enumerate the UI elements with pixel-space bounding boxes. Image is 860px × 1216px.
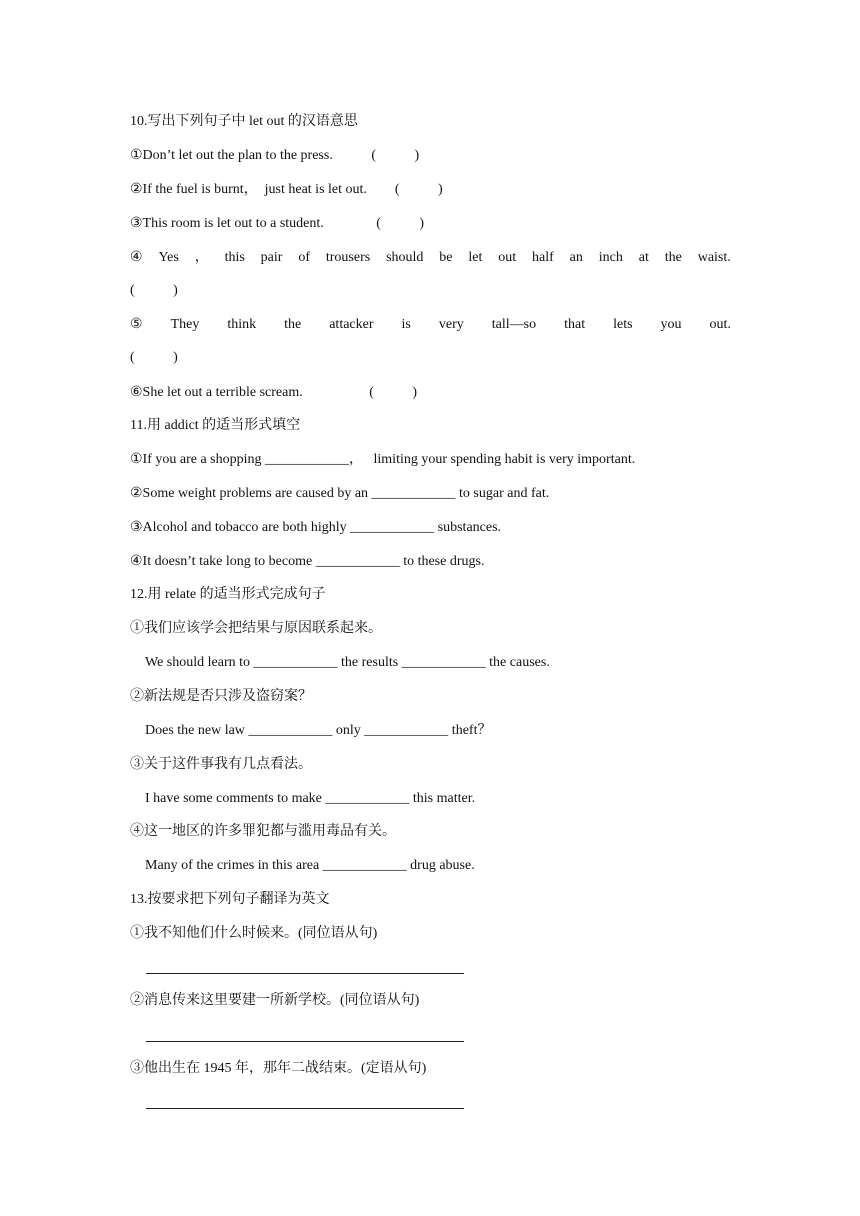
q12-item-1-en: We should learn to ____________ the results ____________ the causes. bbox=[145, 655, 550, 670]
q10-item-4-word: the bbox=[664, 250, 682, 265]
q11-item-1: ①If you are a shopping ____________， limiting your spending habit is very important. bbox=[130, 452, 636, 467]
q10-item-4-word: should bbox=[386, 250, 424, 265]
q12-item-1-cn: ①我们应该学会把结果与原因联系起来。 bbox=[130, 621, 382, 636]
q10-item-4-paren: ( ) bbox=[130, 283, 178, 298]
q12-item-3-cn: ③关于这件事我有几点看法。 bbox=[130, 757, 312, 772]
q12-item-3-en: I have some comments to make ____________ this matter. bbox=[145, 791, 476, 806]
q11-item-4: ④It doesn’t take long to become ____________ to these drugs. bbox=[130, 554, 485, 569]
q10-item-5-word: very bbox=[438, 317, 464, 332]
q13-answer-line-3[interactable] bbox=[146, 1108, 464, 1109]
q10-item-4-word: an bbox=[569, 250, 583, 265]
q10-item-4 bbox=[130, 248, 731, 268]
q10-item-5-word: you bbox=[660, 317, 682, 332]
q10-item-3: ③This room is let out to a student. ( ) bbox=[130, 216, 425, 231]
q10-item-4-word: Yes bbox=[158, 250, 179, 265]
q10-heading: 10.写出下列句子中 let out 的汉语意思 bbox=[130, 114, 358, 129]
q10-item-5-word: attacker bbox=[329, 317, 374, 332]
q11-item-3: ③Alcohol and tobacco are both highly ____________ substances. bbox=[130, 520, 502, 535]
q10-item-4-word: be bbox=[439, 250, 453, 265]
q12-heading: 12.用 relate 的适当形式完成句子 bbox=[130, 587, 326, 602]
q10-item-5 bbox=[130, 315, 731, 335]
q10-item-5-word: that bbox=[564, 317, 586, 332]
q11-heading: 11.用 addict 的适当形式填空 bbox=[130, 418, 301, 433]
q10-item-4-word: trousers bbox=[325, 250, 371, 265]
q10-item-6: ⑥She let out a terrible scream. ( ) bbox=[130, 385, 418, 400]
q10-item-4-word: half bbox=[532, 250, 554, 265]
q10-item-5-word: tall—so bbox=[491, 317, 537, 332]
q10-item-5-paren: ( ) bbox=[130, 350, 178, 365]
q10-item-5-word: think bbox=[227, 317, 257, 332]
q10-item-4-word: this bbox=[224, 250, 245, 265]
q13-item-1: ①我不知他们什么时候来。(同位语从句) bbox=[130, 926, 378, 941]
q10-item-4-word: out bbox=[498, 250, 517, 265]
q13-heading: 13.按要求把下列句子翻译为英文 bbox=[130, 892, 330, 907]
q10-item-5-word: out. bbox=[709, 317, 731, 332]
q10-item-4-word: ， bbox=[194, 250, 209, 265]
q10-item-4-word: let bbox=[468, 250, 483, 265]
q13-answer-line-1[interactable] bbox=[146, 973, 464, 974]
q12-item-2-en: Does the new law ____________ only ____________ theft？ bbox=[145, 723, 492, 738]
q10-item-2: ②If the fuel is burnt， just heat is let out. ( ) bbox=[130, 182, 443, 197]
q13-answer-line-2[interactable] bbox=[146, 1041, 464, 1042]
q10-item-4-word: ④ bbox=[130, 250, 143, 265]
q10-item-1: ①Don’t let out the plan to the press. ( ) bbox=[130, 148, 420, 163]
q13-item-2: ②消息传来这里要建一所新学校。(同位语从句) bbox=[130, 993, 420, 1008]
q10-item-4-word: inch bbox=[598, 250, 623, 265]
q10-item-5-word: lets bbox=[613, 317, 633, 332]
q10-item-5-word: is bbox=[401, 317, 411, 332]
q10-item-4-word: of bbox=[298, 250, 310, 265]
q10-item-4-word: waist. bbox=[697, 250, 731, 265]
q13-item-3: ③他出生在 1945 年，那年二战结束。(定语从句) bbox=[130, 1061, 427, 1076]
q10-item-4-word: at bbox=[638, 250, 649, 265]
q10-item-5-word: ⑤ bbox=[130, 317, 143, 332]
q12-item-4-cn: ④这一地区的许多罪犯都与滥用毒品有关。 bbox=[130, 824, 396, 839]
q10-item-5-word: They bbox=[170, 317, 200, 332]
q10-item-5-word: the bbox=[284, 317, 302, 332]
q11-item-2: ②Some weight problems are caused by an ____________ to sugar and fat. bbox=[130, 486, 550, 501]
q12-item-4-en: Many of the crimes in this area ____________ drug abuse. bbox=[145, 858, 475, 873]
q12-item-2-cn: ②新法规是否只涉及盗窃案？ bbox=[130, 689, 312, 704]
q10-item-4-word: pair bbox=[260, 250, 283, 265]
